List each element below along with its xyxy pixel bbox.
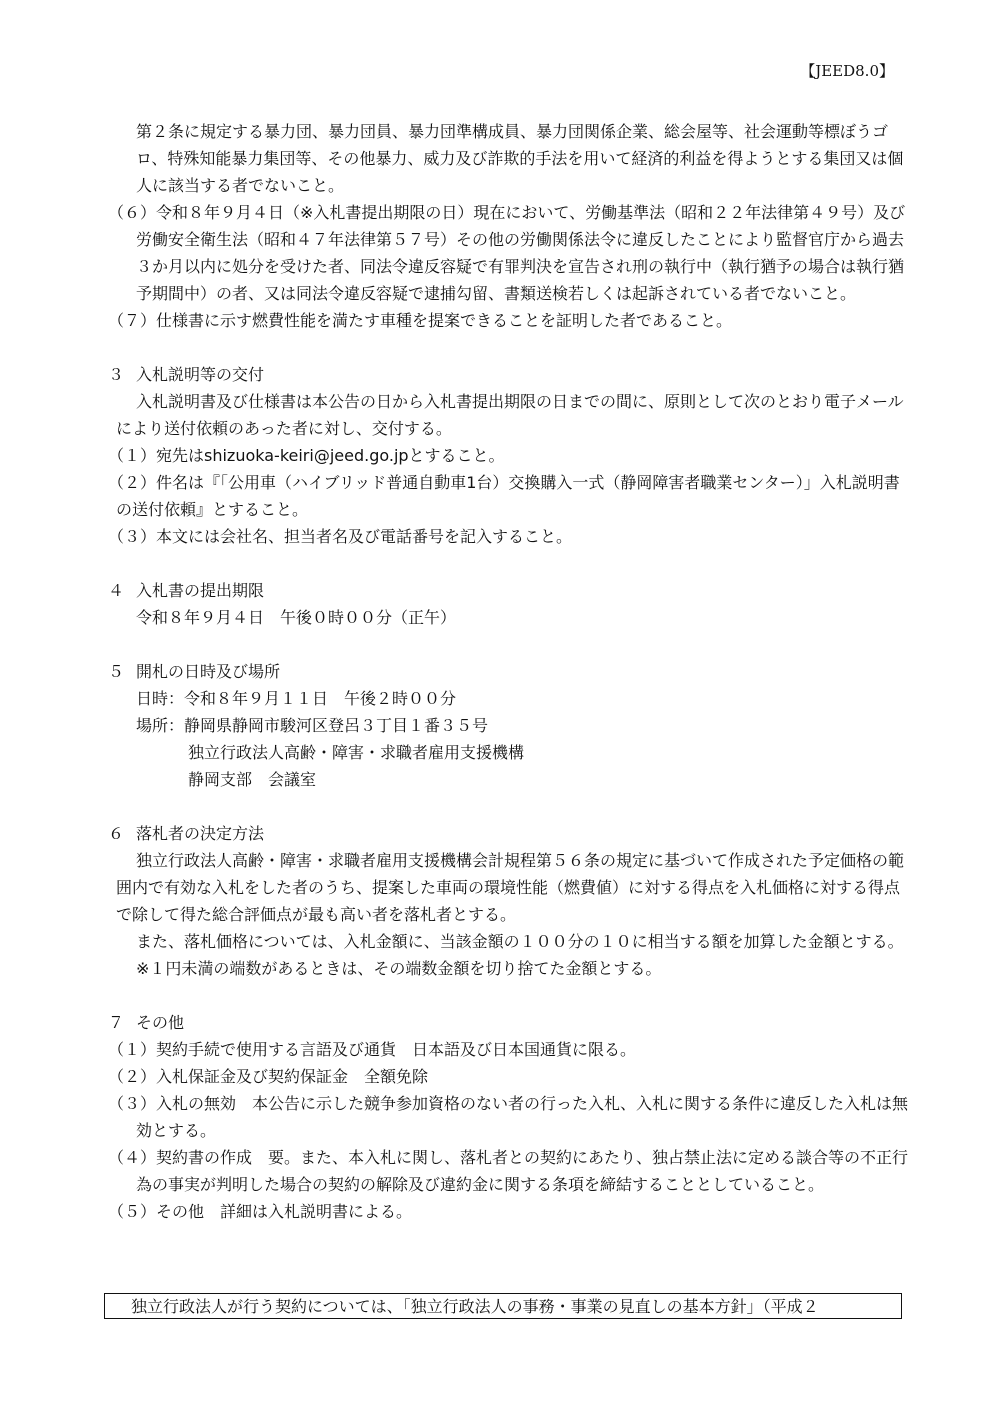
section2-item7: （７）仕様書に示す燃費性能を満たす車種を提案できることを証明した者であること。 <box>108 311 733 330</box>
section3-number: ３ <box>108 365 125 384</box>
section6-number: ６ <box>108 824 125 843</box>
section5-place-org: 独立行政法人高齢・障害・求職者雇用支援機構 <box>188 743 525 762</box>
section7-item4: （４）契約書の作成 要。また、本入札に関し、落札者との契約にあたり、独占禁止法に定める談合等の不正行為の事実が判明した場合の契約の解除及び違約金に関する条項を締結することとしていること。 <box>108 1148 909 1194</box>
section6-body1: 独立行政法人高齢・障害・求職者雇用支援機構会計規程第５６条の規定に基づいて作成された予定価格の範囲内で有効な入札をした者のうち、提案した車両の環境性能（燃費値）に対する得点を入札価格に対する得点で除して得た総合評価点が最も高い者を落札者とする。 <box>116 851 905 924</box>
section6-note: ※１円未満の端数があるときは、その端数金額を切り捨てた金額とする。 <box>136 959 662 978</box>
document-code: 【JEED8.0】 <box>800 62 894 80</box>
section5-title: 開札の日時及び場所 <box>136 662 281 681</box>
section5-datetime: 日時：令和８年９月１１日 午後２時００分 <box>136 689 457 708</box>
section7-heading <box>108 1009 908 1036</box>
notice-box-text: 独立行政法人が行う契約については、「独立行政法人の事務・事業の見直しの基本方針」（平成２ <box>131 1297 819 1316</box>
section4-heading <box>108 577 908 604</box>
section3-heading <box>108 361 908 388</box>
section3-item2: （２）件名は『「公用車（ハイブリッド普通自動車1台）交換購入一式（静岡障害者職業センター）」入札説明書の送付依頼』とすること。 <box>108 473 900 519</box>
section4-number: ４ <box>108 581 125 600</box>
section5-number: ５ <box>108 662 125 681</box>
notice-box <box>104 1293 902 1319</box>
section5-heading <box>108 658 908 685</box>
section3-item3: （３）本文には会社名、担当者名及び電話番号を記入すること。 <box>108 527 573 546</box>
section3-title: 入札説明等の交付 <box>136 365 265 384</box>
section7-item1: （１）契約手続で使用する言語及び通貨 日本語及び日本国通貨に限る。 <box>108 1040 637 1059</box>
section4-deadline: 令和８年９月４日 午後０時００分（正午） <box>136 608 457 627</box>
section7-item2: （２）入札保証金及び契約保証金 全額免除 <box>108 1067 429 1086</box>
section7-item3: （３）入札の無効 本公告に示した競争参加資格のない者の行った入札、入札に関する条件に違反した入札は無効とする。 <box>108 1094 909 1140</box>
document-body <box>108 118 908 1225</box>
section5-place: 場所：静岡県静岡市駿河区登呂３丁目１番３５号 <box>136 716 489 735</box>
section7-number: ７ <box>108 1013 125 1032</box>
section7-title: その他 <box>136 1013 185 1032</box>
section6-title: 落札者の決定方法 <box>136 824 265 843</box>
section2-continuation: 第２条に規定する暴力団、暴力団員、暴力団準構成員、暴力団関係企業、総会屋等、社会運動等標ぼうゴロ、特殊知能暴力集団等、その他暴力、威力及び詐欺的手法を用いて経済的利益を得ようとする集団又は個人に該当する者でないこと。 <box>136 122 904 195</box>
section2-item6: （６）令和８年９月４日（※入札書提出期限の日）現在において、労働基準法（昭和２２年法律第４９号）及び労働安全衛生法（昭和４７年法律第５７号）その他の労働関係法令に違反したことにより監督官庁から過去３か月以内に処分を受けた者、同法令違反容疑で有罪判決を宣告され刑の執行中（執行猶予の場合は執行猶予期間中）の者、又は同法令違反容疑で逮捕勾留、書類送検若しくは起訴されている者でないこと。 <box>108 203 906 303</box>
section3-body: 入札説明書及び仕様書は本公告の日から入札書提出期限の日までの間に、原則として次のとおり電子メールにより送付依頼のあった者に対し、交付する。 <box>116 392 904 438</box>
section6-body2: また、落札価格については、入札金額に、当該金額の１００分の１０に相当する額を加算した金額とする。 <box>136 932 904 951</box>
section6-heading <box>108 820 908 847</box>
section3-item1: （１）宛先はshizuoka-keiri@jeed.go.jpとすること。 <box>108 446 505 465</box>
section4-title: 入札書の提出期限 <box>136 581 265 600</box>
section5-place-room: 静岡支部 会議室 <box>188 770 317 789</box>
section7-item5: （５）その他 詳細は入札説明書による。 <box>108 1202 413 1221</box>
